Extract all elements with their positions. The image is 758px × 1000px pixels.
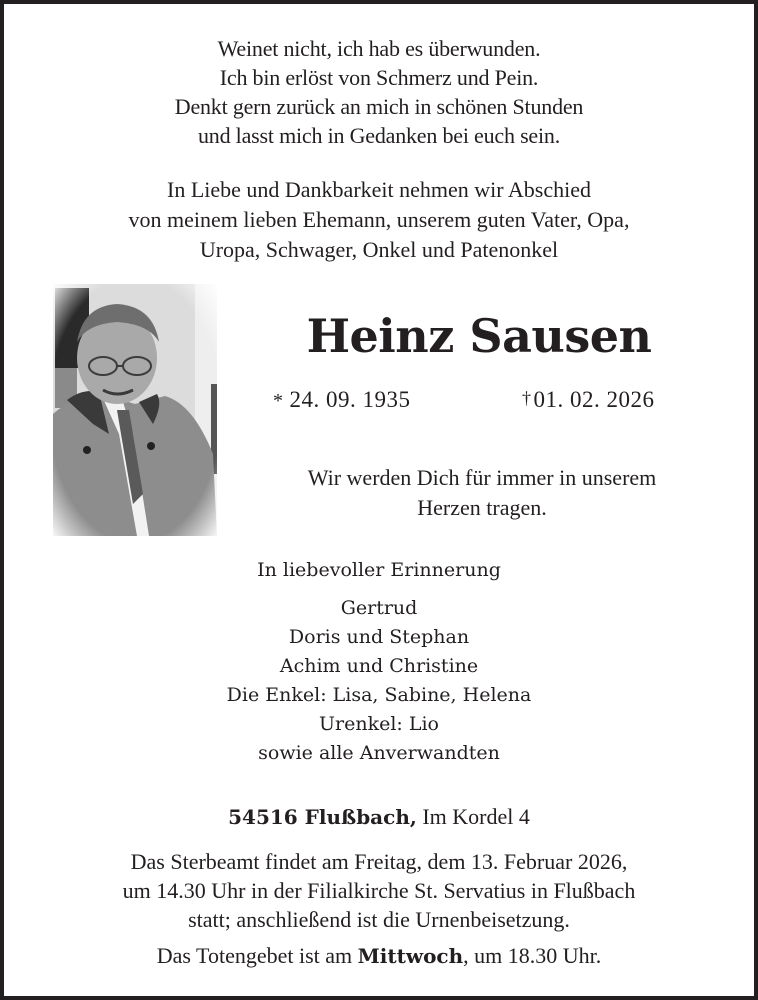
obituary-notice xyxy=(4,4,754,996)
mourner: Urenkel: Lio xyxy=(319,713,439,735)
funeral-service-info xyxy=(4,847,754,934)
farewell-line: In Liebe und Dankbarkeit nehmen wir Abschied xyxy=(167,177,591,202)
portrait-photo-icon xyxy=(53,284,217,536)
portrait-photo xyxy=(53,284,217,536)
farewell-text xyxy=(4,175,754,265)
prayer-suffix: , um 18.30 Uhr. xyxy=(463,943,602,968)
poem-line: und lasst mich in Gedanken bei euch sein. xyxy=(197,123,561,148)
motto xyxy=(247,463,717,523)
farewell-line: Uropa, Schwager, Onkel und Patenonkel xyxy=(199,237,559,262)
service-line: statt; anschließend ist die Urnenbeisetzung. xyxy=(188,907,570,932)
poem-line: Ich bin erlöst von Schmerz und Pein. xyxy=(219,65,539,90)
mourner: Die Enkel: Lisa, Sabine, Helena xyxy=(226,684,532,706)
service-line: Das Sterbeamt findet am Freitag, dem 13. Februar 2026, xyxy=(130,849,628,874)
prayer-prefix: Das Totengebet ist am xyxy=(156,943,358,968)
mourner: Gertrud xyxy=(340,597,418,619)
address xyxy=(4,802,754,832)
birth-star-icon: * xyxy=(273,390,284,412)
poem xyxy=(4,34,754,150)
motto-line: Herzen tragen. xyxy=(417,495,547,520)
address-street: Im Kordel 4 xyxy=(416,804,530,829)
mourner: Achim und Christine xyxy=(279,655,479,677)
poem-line: Weinet nicht, ich hab es überwunden. xyxy=(217,36,541,61)
mourner: Doris und Stephan xyxy=(288,626,470,648)
birth-date xyxy=(273,385,411,416)
motto-line: Wir werden Dich für immer in unserem xyxy=(307,465,657,490)
address-city: 54516 Flußbach, xyxy=(228,805,417,829)
service-line: um 14.30 Uhr in der Filialkirche St. Servatius in Flußbach xyxy=(122,878,636,903)
mourners-list xyxy=(184,594,574,768)
farewell-line: von meinem lieben Ehemann, unserem guten Vater, Opa, xyxy=(128,207,630,232)
death-cross-icon: † xyxy=(522,388,532,408)
birth-date-value: 24. 09. 1935 xyxy=(289,387,411,412)
prayer-info xyxy=(4,941,754,971)
poem-line: Denkt gern zurück an mich in schönen Stunden xyxy=(174,94,584,119)
death-date xyxy=(522,385,655,416)
prayer-day: Mittwoch xyxy=(357,944,464,968)
memory-heading: In liebevoller Erinnerung xyxy=(257,559,501,581)
death-date-value: 01. 02. 2026 xyxy=(533,387,655,412)
mourner: sowie alle Anverwandten xyxy=(258,742,500,764)
deceased-name: Heinz Sausen xyxy=(306,309,652,363)
